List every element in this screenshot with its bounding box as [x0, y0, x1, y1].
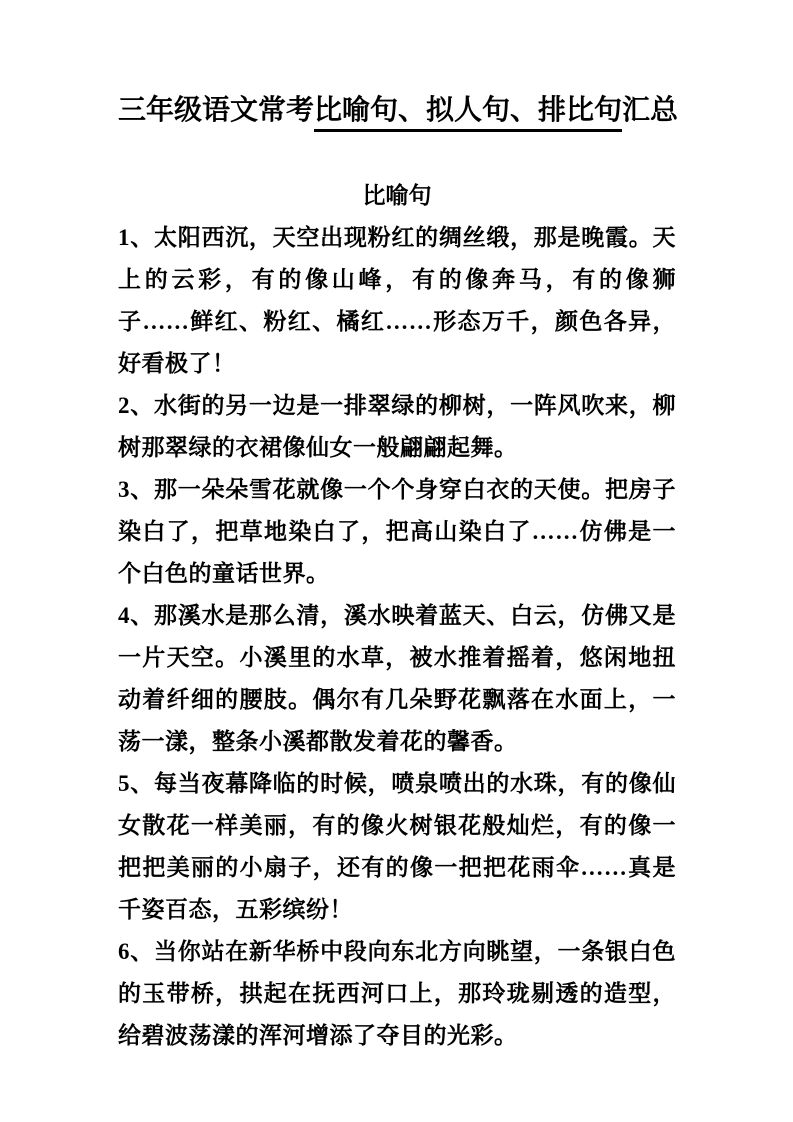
paragraph-6: 6、当你站在新华桥中段向东北方向眺望，一条银白色的玉带桥，拱起在抚西河口上，那玲珑剔透的造型，给碧波荡漾的浑河增添了夺目的光彩。 [118, 939, 676, 1048]
title-prefix: 三年级语文常考 [118, 95, 315, 126]
paragraph-3: 3、那一朵朵雪花就像一个个身穿白衣的天使。把房子染白了，把草地染白了，把高山染白了……仿佛是一个白色的童话世界。 [118, 477, 676, 586]
paragraph-2: 2、水街的另一边是一排翠绿的柳树，一阵风吹来，柳树那翠绿的衣裙像仙女一般翩翩起舞。 [118, 393, 676, 460]
paragraph-1: 1、太阳西沉，天空出现粉红的绸丝缎，那是晚霞。天上的云彩，有的像山峰，有的像奔马，有的像狮子……鲜红、粉红、橘红……形态万千，颜色各异，好看极了！ [118, 225, 676, 376]
section-heading: 比喻句 [362, 183, 432, 208]
title-suffix: 汇总 [622, 95, 679, 126]
document-body [118, 217, 676, 1057]
paragraph-4: 4、那溪水是那么清，溪水映着蓝天、白云，仿佛又是一片天空。小溪里的水草，被水推着摇着，悠闲地扭动着纤细的腰肢。偶尔有几朵野花飘落在水面上，一荡一漾，整条小溪都散发着花的馨香。 [118, 603, 676, 754]
paragraph-5: 5、每当夜幕降临的时候，喷泉喷出的水珠，有的像仙女散花一样美丽，有的像火树银花般灿烂，有的像一把把美丽的小扇子，还有的像一把把花雨伞……真是千姿百态，五彩缤纷！ [118, 771, 676, 922]
document-title [118, 91, 679, 131]
title-underlined-segment: 比喻句、拟人句、排比句 [314, 95, 622, 132]
